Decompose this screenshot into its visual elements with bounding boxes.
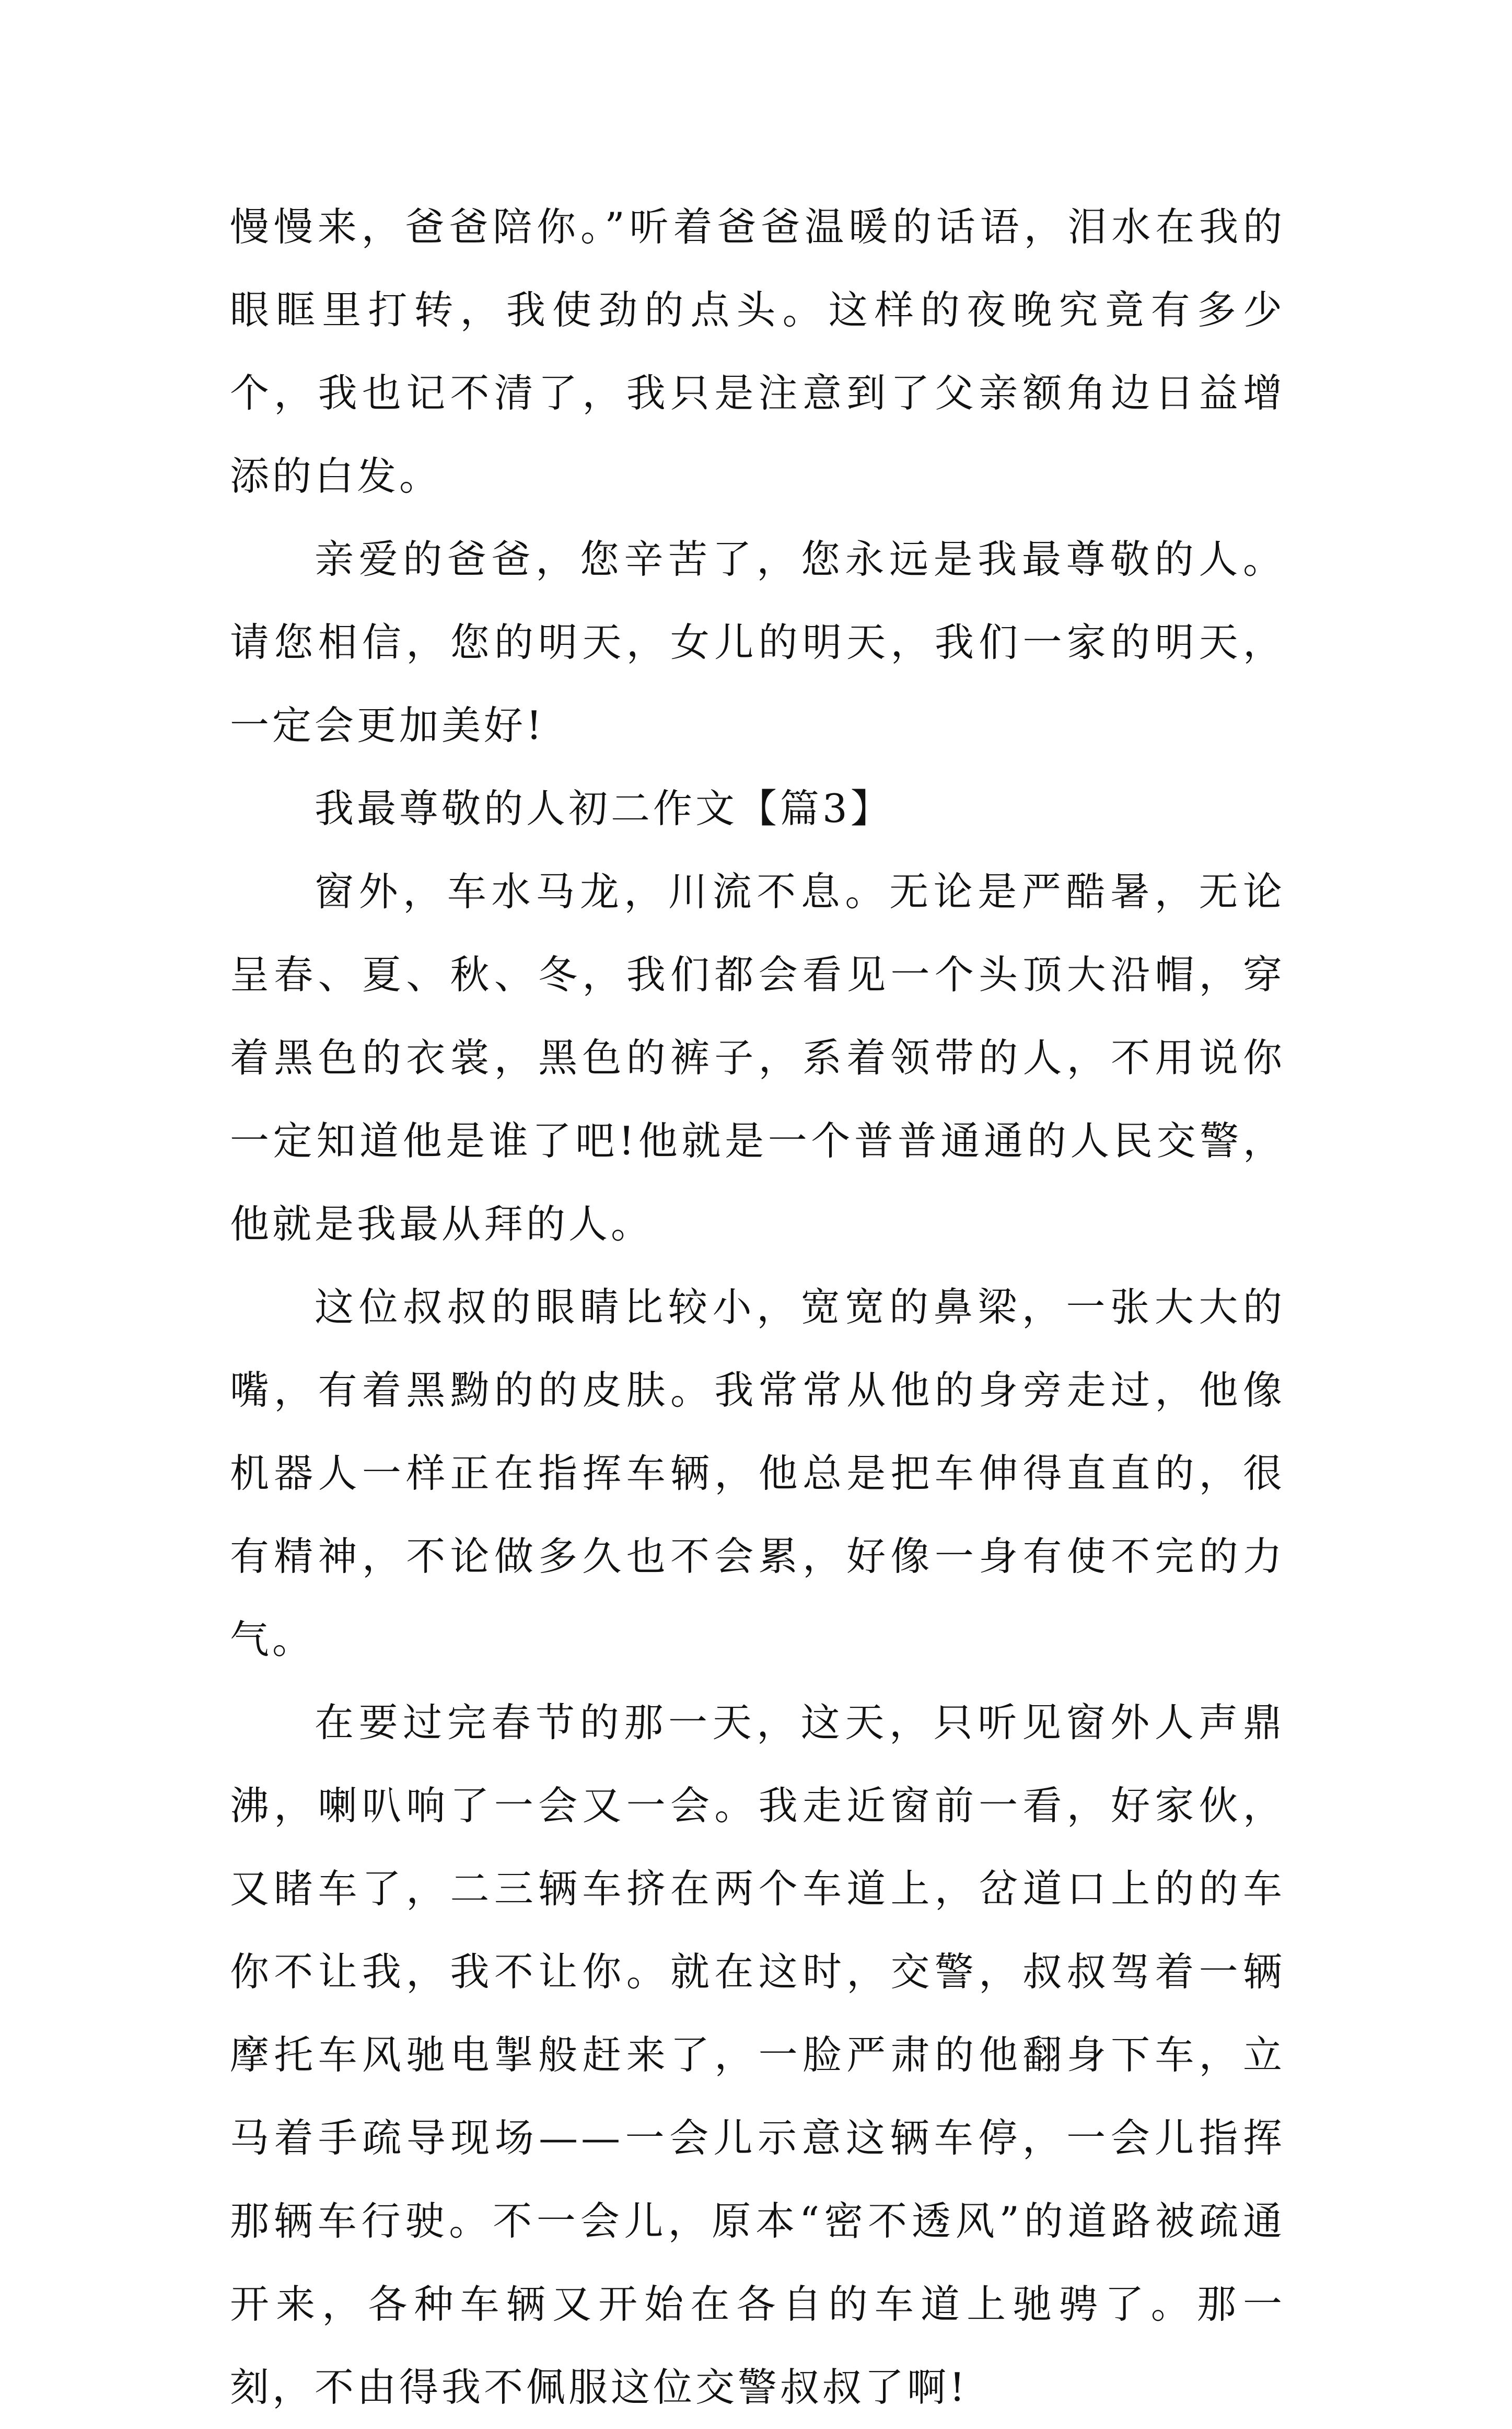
paragraph-police-description: 这位叔叔的眼睛比较小，宽宽的鼻梁，一张大大的嘴，有着黑黝的的皮肤。我常常从他的身旁走过，他像机器人一样正在指挥车辆，他总是把车伸得直直的，很有精神，不论做多久也不会累，好像一身有使不完的力气。 bbox=[230, 1284, 1285, 1662]
document-body bbox=[230, 186, 1285, 2429]
paragraph-continuation: 慢慢来，爸爸陪你。”听着爸爸温暖的话语，泪水在我的眼眶里打转，我使劲的点头。这样的夜晚究竟有多少个，我也记不清了，我只是注意到了父亲额角边日益增添的白发。 bbox=[230, 204, 1285, 499]
paragraph-dear-father: 亲爱的爸爸，您辛苦了，您永远是我最尊敬的人。请您相信，您的明天，女儿的明天，我们一家的明天，一定会更加美好! bbox=[230, 536, 1285, 748]
section-title: 我最尊敬的人初二作文【篇3】 bbox=[315, 785, 893, 831]
paragraph-window-traffic: 窗外，车水马龙，川流不息。无论是严酷暑，无论呈春、夏、秋、冬，我们都会看见一个头顶大沿帽，穿着黑色的衣裳，黑色的裤子，系着领带的人，不用说你一定知道他是谁了吧!他就是一个普普通通的人民交警，他就是我最从拜的人。 bbox=[230, 869, 1285, 1247]
paragraph-spring-festival: 在要过完春节的那一天，这天，只听见窗外人声鼎沸，喇叭响了一会又一会。我走近窗前一看，好家伙，又睹车了，二三辆车挤在两个车道上，岔道口上的的车你不让我，我不让你。就在这时，交警，叔叔驾着一辆摩托车风驰电掣般赶来了，一脸严肃的他翻身下车，立马着手疏导现场——一会儿示意这辆车停，一会儿指挥那辆车行驶。不一会儿，原本“密不透风”的道路被疏通开来，各种车辆又开始在各自的车道上驰骋了。那一刻，不由得我不佩服这位交警叔叔了啊! bbox=[230, 1699, 1285, 2410]
